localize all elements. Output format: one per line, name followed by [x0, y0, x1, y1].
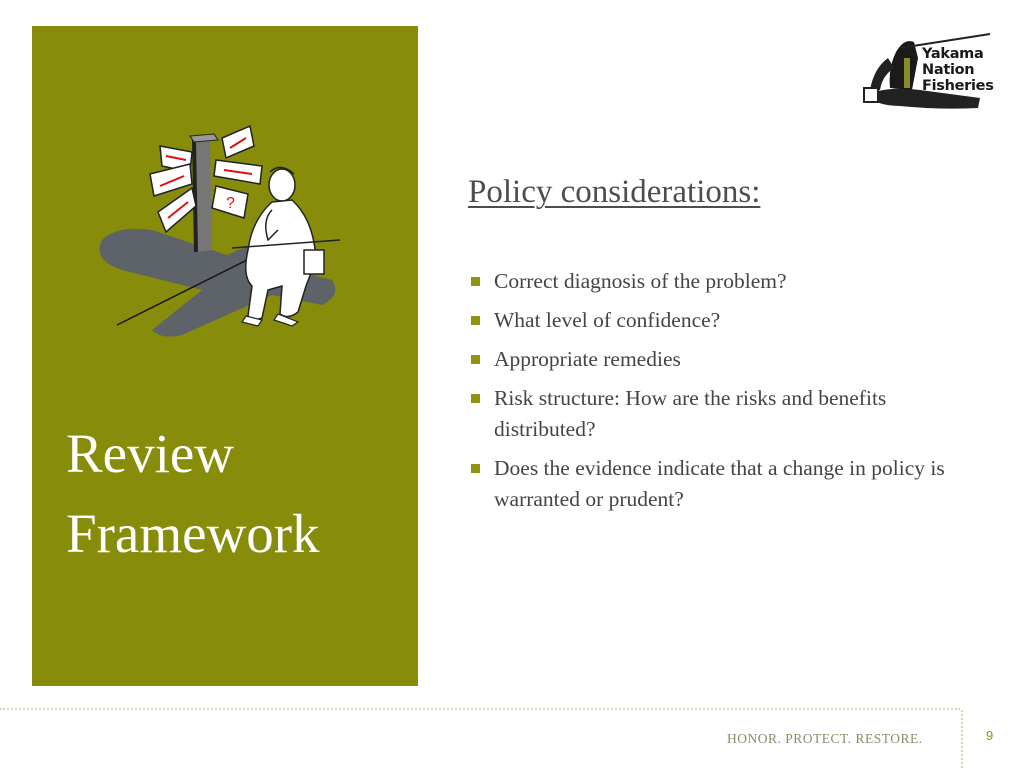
sign-question-mark: ? [226, 195, 235, 212]
list-item [468, 305, 948, 336]
list-item [468, 453, 948, 515]
list-item-text: Appropriate remedies [494, 347, 681, 371]
footer-tagline: HONOR. PROTECT. RESTORE. [727, 731, 923, 746]
logo-line-fisheries: Fisheries [922, 78, 994, 94]
content-heading: Policy considerations: [468, 174, 761, 210]
logo-line-nation: Nation [922, 62, 975, 78]
bullet-square-icon [471, 277, 480, 286]
list-item-text: Correct diagnosis of the problem? [494, 269, 787, 293]
list-item-text: Risk structure: How are the risks and benefits distributed? [494, 386, 887, 441]
title-panel [32, 26, 418, 686]
list-item [468, 344, 948, 375]
yakama-nation-fisheries-logo [860, 28, 1002, 116]
bullet-square-icon [471, 394, 480, 403]
list-item [468, 383, 948, 445]
page-number: 9 [986, 728, 994, 743]
logo-line-yakama: Yakama [922, 46, 984, 62]
footer-divider [0, 708, 960, 710]
slide-title-line1: Review [66, 423, 235, 484]
slide-title [66, 414, 416, 574]
bullet-square-icon [471, 316, 480, 325]
bullet-square-icon [471, 464, 480, 473]
list-item-text: Does the evidence indicate that a change in policy is warranted or prudent? [494, 456, 945, 511]
list-item [468, 266, 948, 297]
list-item-text: What level of confidence? [494, 308, 721, 332]
slide-title-line2: Framework [66, 503, 320, 564]
bullet-square-icon [471, 355, 480, 364]
footer-vertical-divider [961, 710, 963, 768]
considerations-list [468, 266, 948, 523]
man-at-signpost-illustration [92, 90, 382, 340]
